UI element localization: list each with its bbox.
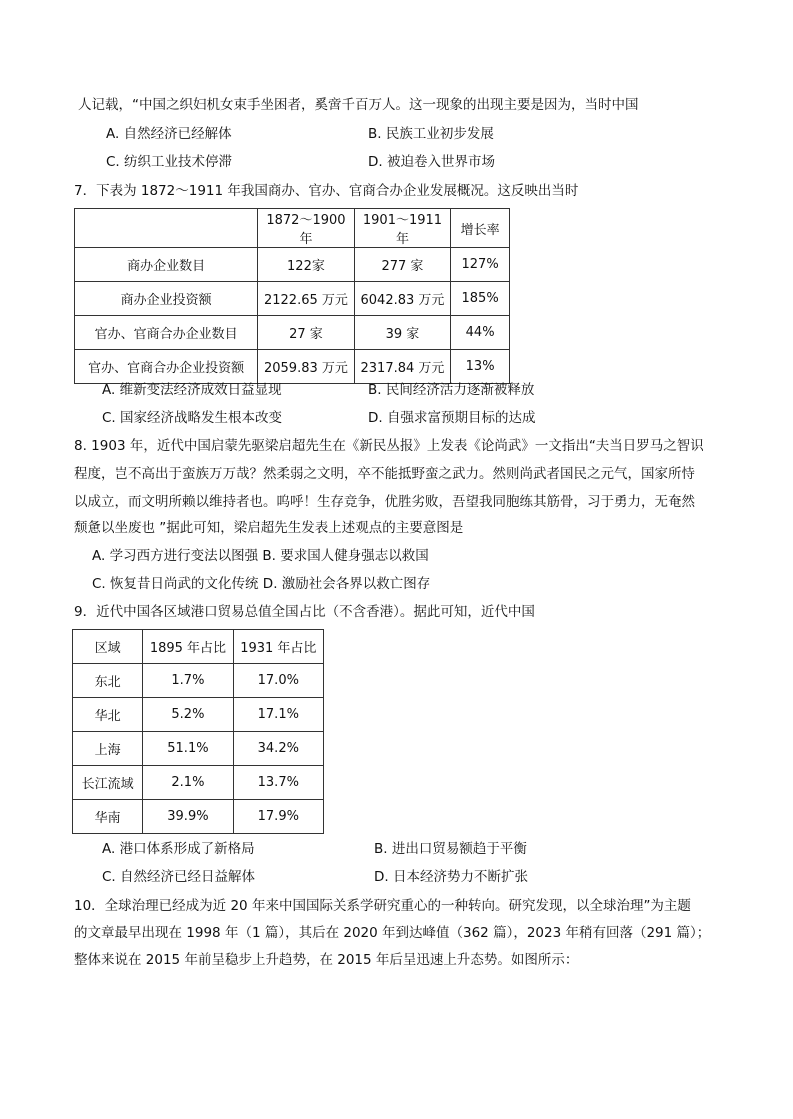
q7-header-period2: 1901～1911 年 (354, 209, 451, 248)
q9-cell: 17.1% (233, 698, 323, 732)
q9-header-1895: 1895 年占比 (143, 630, 233, 664)
q9-option-a: A. 港口体系形成了新格局 (102, 841, 255, 857)
q7-cell: 39 家 (354, 316, 451, 350)
q9-option-b: B. 进出口贸易额趋于平衡 (374, 841, 527, 857)
q9-table (72, 629, 324, 834)
q9-cell: 17.9% (233, 800, 323, 834)
q9-cell: 1.7% (143, 664, 233, 698)
q9-region: 上海 (73, 732, 143, 766)
q7-header-period1: 1872～1900 年 (258, 209, 355, 248)
q9-cell: 39.9% (143, 800, 233, 834)
q8-stem-line-2: 程度，岂不高出于蛮族万万哉？然柔弱之文明，卒不能抵野蛮之武力。然则尚武者国民之元气，国家所恃 (74, 466, 695, 482)
q9-region: 华南 (73, 800, 143, 834)
q9-region: 长江流域 (73, 766, 143, 800)
q9-cell: 51.1% (143, 732, 233, 766)
q8-options-line-2: C. 恢复昔日尚武的文化传统 D. 激励社会各界以救亡图存 (92, 576, 431, 592)
q7-cell: 13% (451, 350, 510, 384)
q7-cell: 122家 (258, 248, 355, 282)
q10-line-2: 的文章最早出现在 1998 年（1 篇），其后在 2020 年到达峰值（362 篇），2023 年稍有回落（291 篇）； (74, 925, 711, 941)
q7-header-growth: 增长率 (451, 209, 510, 248)
q7-option-c: C. 国家经济战略发生根本改变 (102, 410, 283, 426)
q8-stem-line-4: 颓惫以坐废也 ”据此可知，梁启超先生发表上述观点的主要意图是 (74, 520, 464, 536)
q9-cell: 34.2% (233, 732, 323, 766)
q9-header-region: 区域 (73, 630, 143, 664)
q8-options-line-1: A. 学习西方进行变法以图强 B. 要求国人健身强志以救国 (92, 548, 429, 564)
q9-option-d: D. 日本经济势力不断扩张 (374, 869, 528, 885)
q9-header-1931: 1931 年占比 (233, 630, 323, 664)
q10-line-3: 整体来说在 2015 年前呈稳步上升趋势，在 2015 年后呈迅速上升态势。如图所示： (74, 952, 579, 968)
q6-option-d: D. 被迫卷入世界市场 (368, 154, 495, 170)
q7-option-d: D. 自强求富预期目标的达成 (368, 410, 536, 426)
q8-stem-line-3: 以成立，而文明所赖以维持者也。呜呼！生存竞争，优胜劣败，吾望我同胞练其筋骨，习于勇力，无奄然 (74, 494, 695, 510)
q7-option-b: B. 民间经济活力逐渐被释放 (368, 382, 535, 398)
q7-stem: 7．下表为 1872～1911 年我国商办、官办、官商合办企业发展概况。这反映出当时 (74, 183, 579, 199)
q10-line-1: 10．全球治理已经成为近 20 年来中国国际关系学研究重心的一种转向。研究发现，以全球治理”为主题 (74, 898, 691, 914)
q7-cell: 44% (451, 316, 510, 350)
q7-option-a: A. 维新变法经济成效日益显现 (102, 382, 282, 398)
q6-option-a: A. 自然经济已经解体 (106, 126, 232, 142)
q6-continued-text: 人记载，“中国之织妇机女束手坐困者，奚啻千百万人。这一现象的出现主要是因为，当时中国 (78, 97, 639, 113)
q8-stem-line-1: 8. 1903 年，近代中国启蒙先驱梁启超先生在《新民丛报》上发表《论尚武》一文指出“夫当日罗马之智识 (74, 438, 704, 454)
q7-cell: 185% (451, 282, 510, 316)
q7-cell: 2122.65 万元 (258, 282, 355, 316)
q9-cell: 13.7% (233, 766, 323, 800)
q9-cell: 2.1% (143, 766, 233, 800)
q7-cell: 6042.83 万元 (354, 282, 451, 316)
q7-cell: 2317.84 万元 (354, 350, 451, 384)
q7-cell: 277 家 (354, 248, 451, 282)
q9-cell: 5.2% (143, 698, 233, 732)
q7-row-label: 商办企业数目 (75, 248, 258, 282)
q9-cell: 17.0% (233, 664, 323, 698)
q9-region: 华北 (73, 698, 143, 732)
q7-cell: 127% (451, 248, 510, 282)
q9-region: 东北 (73, 664, 143, 698)
q7-header-empty (75, 209, 258, 248)
q7-table (74, 208, 510, 384)
q9-stem: 9．近代中国各区域港口贸易总值全国占比（不含香港）。据此可知，近代中国 (74, 604, 535, 620)
q9-option-c: C. 自然经济已经日益解体 (102, 869, 256, 885)
q6-option-c: C. 纺织工业技术停滞 (106, 154, 233, 170)
q7-row-label: 商办企业投资额 (75, 282, 258, 316)
q7-row-label: 官办、官商合办企业数目 (75, 316, 258, 350)
q7-cell: 27 家 (258, 316, 355, 350)
q7-row-label: 官办、官商合办企业投资额 (75, 350, 258, 384)
q7-cell: 2059.83 万元 (258, 350, 355, 384)
q6-option-b: B. 民族工业初步发展 (368, 126, 494, 142)
